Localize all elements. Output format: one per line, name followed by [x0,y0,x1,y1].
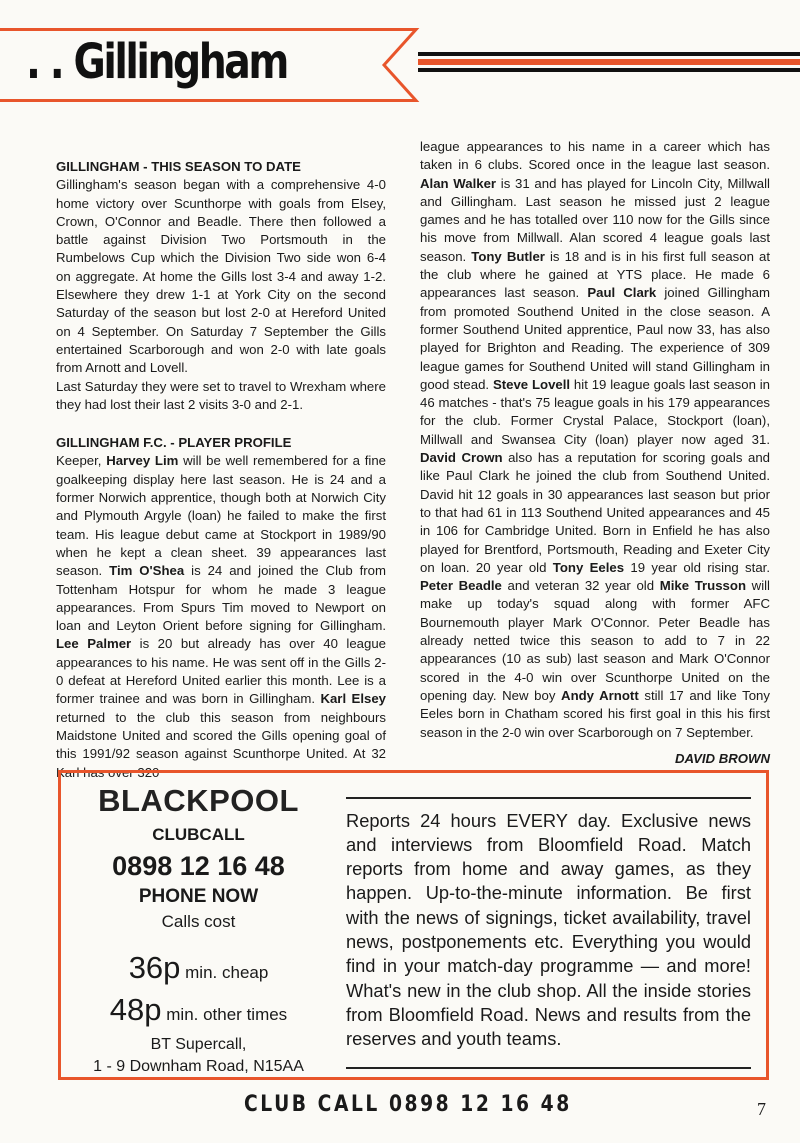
advert-price-cheap: 36p min. cheap [128,950,269,985]
player-name: Tim O'Shea [109,563,185,579]
advert-phone-now: PHONE NOW [138,886,259,907]
player-name: Karl Elsey [320,691,386,707]
advert-supercall: BT Supercall, [150,1036,247,1053]
clubcall-advert [58,770,769,1080]
page-number: 7 [757,1099,766,1119]
player-name: Paul Clark [587,285,657,301]
player-name: Harvey Lim [106,453,179,469]
advert-left-panel [61,773,336,1076]
profile-continued: league appearances to his name in a career which has taken in 6 clubs. Scored once in the league last season. Alan Walker is 31 and has played for Lincoln City, Millwall and Gillingham. Last season he missed just 2 league games and he has totalled over 110 now for the Gills since his move from Millwall. Alan scored 4 league goals last season. Tony Butler is 18 and is in his first full season at the club where he gained at YTS place. He made 6 appearances last season. Paul Clark joined Gillingham from promoted Southend United in the close season. A former Southend United apprentice, Paul now 33, has also played for Brighton and Reading. The experience of 309 league games for Southend United will stand Gillingham in good stead. Steve Lovell hit 19 league goals last season in 46 matches - that's 75 league goals in his 179 appearances for the club. Former Crystal Palace, Stockport (loan), Millwall and Swansea City (loan) player now aged 31. David Crown also has a reputation for scoring goals and like Paul Clark he joined the club from Southend United. David hit 12 goals in 30 appearances last season but prior to that had 61 in 113 Southend United appearances and 45 in 106 for Cambridge United. Born in Enfield he has also played for Brentford, Portsmouth, Reading and Exeter City on loan. 20 year old Tony Eeles 19 year old rising star. Peter Beadle and veteran 32 year old Mike Trusson will make up today's squad along with former AFC Bournemouth player Mark O'Connor. Peter Beadle has already netted twice this season to add to 7 in 22 appearances (10 as sub) last season and Mark O'Connor scored in the 4-0 win over Scunthorpe United on the opening day. New boy Andy Arnott still 17 and like Tony Eeles born in Chatham scored his first goal in this his first season in the 2-0 win over Scarborough on 7 September. [420,139,771,740]
player-name: Lee Palmer [56,636,132,652]
player-name: Andy Arnott [561,687,639,703]
advert-body-text: Reports 24 hours EVERY day. Exclusive news and interviews from Bloomfield Road. Match reports from home and away games, as they happen. Up-to-the-minute information. Be first with the news of signings, ticket availability, travel news, postponements etc. Everything you would find in your match-day programme — and more! What's new in the club shop. All the inside stories from Bloomfield Road. News and results from the reserves and youth teams. [346,809,751,1050]
advert-right-panel [346,797,751,1069]
footer-clubcall: CLUB CALL 0898 12 16 48 [244,1092,572,1117]
author-signature: DAVID BROWN [675,750,770,766]
advert-price-other: 48p min. other times [109,992,288,1027]
player-name: Tony Eeles [552,559,625,575]
page-title: . . Gillingham [26,34,287,90]
season-paragraph-2: Last Saturday they were set to travel to Wrexham where they had lost their last 2 visits 3-0 and 2-1. [56,378,386,412]
left-column [56,158,386,782]
player-name: Mike Trusson [659,578,747,594]
advert-top-rule [346,797,751,799]
player-name: Peter Beadle [420,578,502,594]
advert-clubcall-label: CLUBCALL [152,825,245,844]
advert-address: 1 - 9 Downham Road, N15AA [93,1058,304,1075]
advert-bottom-rule [346,1067,751,1069]
banner-arrow-icon [380,28,420,102]
season-paragraph-1: Gillingham's season began with a comprehensive 4-0 home victory over Scunthorpe with goals from Elsey, Crown, O'Connor and Beadle. There then followed a battle against Division Two Portsmouth in the Rumbelows Cup which the Division Two side won 6-4 on aggregate. At home the Gills lost 3-4 and away 1-2. Elsewhere they drew 1-1 at York City on the second Saturday of the season but lost 2-0 at Hereford United on 4 September. On Saturday 7 September the Gills entertained Scarborough and won 2-0 with late goals from Arnott and Lovell. [56,177,386,376]
right-column [420,138,770,768]
advert-phone-number: 0898 12 16 48 [112,851,285,881]
player-name: David Crown [420,450,503,466]
season-heading: GILLINGHAM - THIS SEASON TO DATE [56,159,301,174]
header-stripes [418,52,800,75]
profile-heading: GILLINGHAM F.C. - PLAYER PROFILE [56,435,292,451]
advert-club-name: BLACKPOOL [98,783,299,818]
player-name: Steve Lovell [492,376,571,392]
advert-calls-cost: Calls cost [161,912,236,931]
profile-paragraph: Keeper, Harvey Lim will be well remembered for a fine goalkeeping display here last season. He is 24 and a former Norwich apprentice, though both at Norwich City and Plymouth Argyle (loan) he failed to make the first team. His league debut came at Stockport in 1989/90 when he kept a clean sheet. 39 appearances last season. Tim O'Shea is 24 and joined the Club from Tottenham Hotspur for whom he made 3 league appearances. From Spurs Tim moved to Newport on loan and Leyton Orient before signing for Gillingham. Lee Palmer is 20 but already has over 40 league appearances to his name. He was sent off in the Gills 2-0 defeat at Hereford United earlier this month. Lee is a former trainee and was born in Gillingham. Karl Elsey returned to the club this season from neighbours Maidstone United and scored the Gills opening goal of this 1991/92 season against Scunthorpe United. At 32 Karl has over 320 [56,453,387,780]
player-name: Alan Walker [420,175,497,191]
player-name: Tony Butler [471,248,545,264]
